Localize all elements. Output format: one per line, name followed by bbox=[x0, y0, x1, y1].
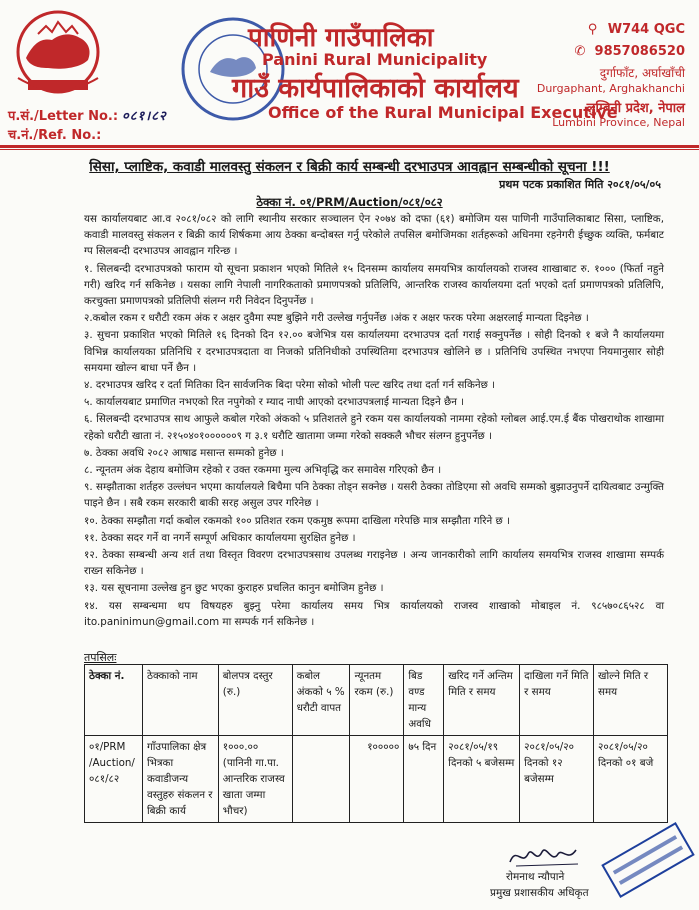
notice-clause: १३. यस सूचनामा उल्लेख हुन छुट भएका कुराहरु प्रचलित कानुन बमोजिम हुनेछ । bbox=[84, 582, 384, 595]
header-divider bbox=[0, 145, 699, 148]
table-header: बिड वण्ड मान्य अवधि bbox=[404, 665, 444, 736]
notice-clause: ६. सिलबन्दी दरभाउपत्र साथ आफुले कबोल गरेको अंकको ५ प्रतिशतले हुने रकम यस कार्यालयको नाममा रहेको ग्लोबल आई.एम.ई बैंक पोखराथोक शाखामा रहेको धरौटी खाता नं. २१५०४०१००००००९ ग ३.१ धरौटि खातामा जम्मा गरेको सक्कलै भौचर संलग्न हुनुपर्नेछ । bbox=[84, 413, 664, 442]
table-row bbox=[85, 736, 668, 823]
table-cell: १००००० bbox=[350, 736, 404, 823]
table-header-row bbox=[85, 665, 668, 736]
header-divider-thin bbox=[0, 149, 699, 150]
table-header: ठेक्काको नाम bbox=[142, 665, 218, 736]
table-cell: २०८१/०५/२० दिनको १२ बजेसम्म bbox=[520, 736, 594, 823]
org-name-en: Panini Rural Municipality bbox=[262, 50, 488, 69]
signer-title: प्रमुख प्रशासकीय अधिकृत bbox=[490, 887, 589, 899]
table-cell: २०८१/०५/१९ दिनको ५ बजेसम्म bbox=[444, 736, 520, 823]
table-cell bbox=[292, 736, 350, 823]
notice-clause: ७. ठेक्का अवधि २०८२ आषाढ मसान्त सम्मको हुनेछ । bbox=[84, 446, 284, 459]
reference-number-label: च.नं./Ref. No.: bbox=[8, 128, 102, 143]
notice-clause: १०. ठेक्का सम्झौता गर्दा कबोल रकमको १०० प्रतिशत रकम एकमुष्ठ रूपमा दाखिला गरेपछि मात्र सम्झौता गरिने छ । bbox=[84, 514, 510, 527]
first-published-date: प्रथम पटक प्रकाशित मिति २०८१/०५/०५ bbox=[499, 178, 661, 191]
signature-icon bbox=[506, 840, 586, 870]
contract-number: ठेक्का नं. ०१/PRM/Auction/०८१/०८२ bbox=[256, 195, 443, 209]
table-header: बोलपत्र दस्तुर (रु.) bbox=[218, 665, 292, 736]
letter-number-value: ०८१।८२ bbox=[122, 109, 167, 124]
notice-clause: ४. दरभाउपत्र खरिद र दर्ता मितिका दिन सार्वजनिक बिदा परेमा सोको भोली पल्ट खरिद तथा दर्ता गर्न सकिनेछ । bbox=[84, 379, 495, 392]
table-cell: १०००.०० (पानिनी गा.पा. आन्तरिक राजस्व खाता जम्मा भौचर) bbox=[218, 736, 292, 823]
table-cell: ०१/PRM /Auction/ ०८१/८२ bbox=[85, 736, 143, 823]
province-en: Lumbini Province, Nepal bbox=[552, 116, 685, 129]
location-code bbox=[588, 22, 685, 37]
notice-intro: यस कार्यालयबाट आ.व २०८१/०८२ को लागि स्थानीय सरकार सञ्चालन ऐन २०७४ को दफा (६१) बमोजिम यस पाणिनी गाउँपालिकाबाट सिसा, प्लाष्टिक, कवाडी मालवस्तु संकलन र बिक्री कार्य शिर्षकमा आय ठेक्का बन्दोबस्त गर्नु परेकोले तपसिल बमोजिमका शर्तहरूको अधिनमा रहनेगरी ईच्छुक व्यक्ति, फर्मबाट ग्प सिलबन्दी दरभाउपत्र आवह्वान गरिन्छ । bbox=[84, 213, 664, 258]
notice-clause: १. सिलबन्दी दरभाउपत्रको फाराम यो सूचना प्रकाशन भएको मितिले १५ दिनसम्म कार्यालय समयभित्र कार्यालयको राजस्व शाखाबाट रु. १००० (फिर्ता नहुने गरी) खरिद गर्न सकिनेछ । यसका लागि नेपाली नागरिकताको प्रमाणपत्रको प्रतिलिपि, आन्तरिक राजस्व कार्यालयमा दर्ता भएको दर्ता प्रमाणपत्रको प्रतिलिपि, करचुक्ता प्रमाणपत्रको प्रतिलिपी संलग्न गरी निवेदन दिनुपर्नेछ । bbox=[84, 262, 664, 308]
auction-schedule-table bbox=[84, 664, 668, 823]
signer-name: रोमनाथ न्यौपाने bbox=[506, 871, 565, 883]
phone-icon: ✆ bbox=[574, 44, 586, 59]
notice-title: सिसा, प्लाष्टिक, कवाडी मालवस्तु संकलन र बिक्री कार्य सम्बन्धी दरभाउपत्र आवह्वान सम्बन्धीको सूचना !!! bbox=[89, 159, 610, 175]
notice-clause: २.कबोल रकम र धरौटी रकम अंक र अक्षर दुवैमा स्पष्ट बुझिने गरी उल्लेख गर्नुपर्नेछ ।अंक र अक्षर फरक परेमा अक्षरलाई मान्यता दिइनेछ । bbox=[84, 312, 589, 325]
notice-clause: १२. ठेक्का सम्बन्धी अन्य शर्त तथा विस्तृत विवरण दरभाउपत्रसाथ उपलब्ध गराइनेछ । अन्य जानकारीको लागि कार्यालय समयभित्र राजस्व शाखामा सम्पर्क राख्न सकिनेछ । bbox=[84, 549, 664, 578]
table-cell: ७५ दिन bbox=[404, 736, 444, 823]
table-header: खोल्ने मिति र समय bbox=[594, 665, 668, 736]
schedule-label: तपसिलः bbox=[84, 651, 117, 664]
table-header: ठेक्का नं. bbox=[85, 665, 143, 736]
notice-body bbox=[84, 211, 664, 631]
table-header: न्यूनतम रकम (रु.) bbox=[350, 665, 404, 736]
org-name-np: पाणिनी गाउँपालिका bbox=[248, 23, 434, 53]
office-name-np: गाउँ कार्यपालिकाको कार्यालय bbox=[232, 73, 519, 104]
notice-clause: ५. कार्यालयबाट प्रमाणित नभएको रित नपुगेको र म्याद नाघी आएको दरभाउपत्रलाई मान्यता दिइने छैन । bbox=[84, 396, 465, 409]
location-pin-icon: ⚲ bbox=[587, 22, 598, 37]
table-cell: गाँउपालिका क्षेत्र भित्रका कवाडीजन्य वस्तुहरु संकलन र बिक्री कार्य bbox=[142, 736, 218, 823]
office-name-en: Office of the Rural Municipal Executive bbox=[268, 103, 618, 122]
letter-number-label: प.सं./Letter No.: bbox=[8, 109, 119, 124]
location-code-value: W744 QGC bbox=[607, 22, 685, 37]
table-cell: २०८१/०५/२० दिनको ०१ बजे bbox=[594, 736, 668, 823]
phone-value: 9857086520 bbox=[594, 44, 685, 59]
notice-clause: ११. ठेक्का सदर गर्ने वा नगर्ने सम्पूर्ण अधिकार कार्यालयमा सुरक्षित हुनेछ । bbox=[84, 531, 356, 544]
notice-clause: ९. सम्झौताका शर्तहरु उल्लंघन भएमा कार्यालयले बिचैमा पनि ठेक्का तोड्न सक्नेछ । यसरी ठेक्का तोडिएमा सो अवधि सम्मको बुझाउनुपर्ने दायित्वबाट उन्मुक्ति पाइने छैन । सबै रकम सरकारी बाकी सरह असुल उपर गरिनेछ । bbox=[84, 481, 664, 510]
address-np: दुर्गाफाँट, अर्घाखाँची bbox=[599, 66, 685, 80]
notice-clause: १४. यस सम्बन्धमा थप विषयहरु बुझ्नु परेमा कार्यालय समय भित्र कार्यालयको राजस्व शाखाको मोबाइल नं. ९८५७०८६५२८ वा ito.paninimun@gmail.com मा सम्पर्क गर्न सकिनेछ । bbox=[84, 599, 664, 628]
officer-stamp-icon bbox=[598, 820, 698, 900]
notice-clause: ८. न्यूनतम अंक देहाय बमोजिम रहेको र उक्त रकममा मुल्य अभिवृद्धि कर समावेस गरिएको छैन । bbox=[84, 464, 442, 477]
table-header: खरिद गर्ने अन्तिम मिति र समय bbox=[444, 665, 520, 736]
province-np: लुम्बिनी प्रदेश, नेपाल bbox=[586, 101, 685, 116]
table-header: दाखिला गर्ने मिति र समय bbox=[520, 665, 594, 736]
table-header: कबोल अंकको ५ % धरौटी वापत bbox=[292, 665, 350, 736]
phone-number bbox=[575, 44, 685, 59]
municipality-emblem-icon bbox=[8, 8, 108, 100]
letter-number bbox=[8, 106, 167, 124]
address-en: Durgaphant, Arghakhanchi bbox=[536, 82, 685, 95]
notice-clause: ३. सुचना प्रकाशित भएको मितिले १६ दिनको दिन १२.०० बजेभित्र यस कार्यालयमा दरभाउपत्र दर्ता गराई सक्नुपर्नेछ । सोही दिनको १ बजे नै कार्यालयमा विभिन्न कार्यालयका प्रतिनिधि र दरभाउपत्रदाता वा निजको प्रतिनिधीको उपस्थितिमा दरभाउपत्र खोलिने छ । प्रतिनिधि उपस्थित नभएपा नियमानुसार सोही समयमा खोल्न बाधा पर्ने छैन । bbox=[84, 329, 664, 374]
